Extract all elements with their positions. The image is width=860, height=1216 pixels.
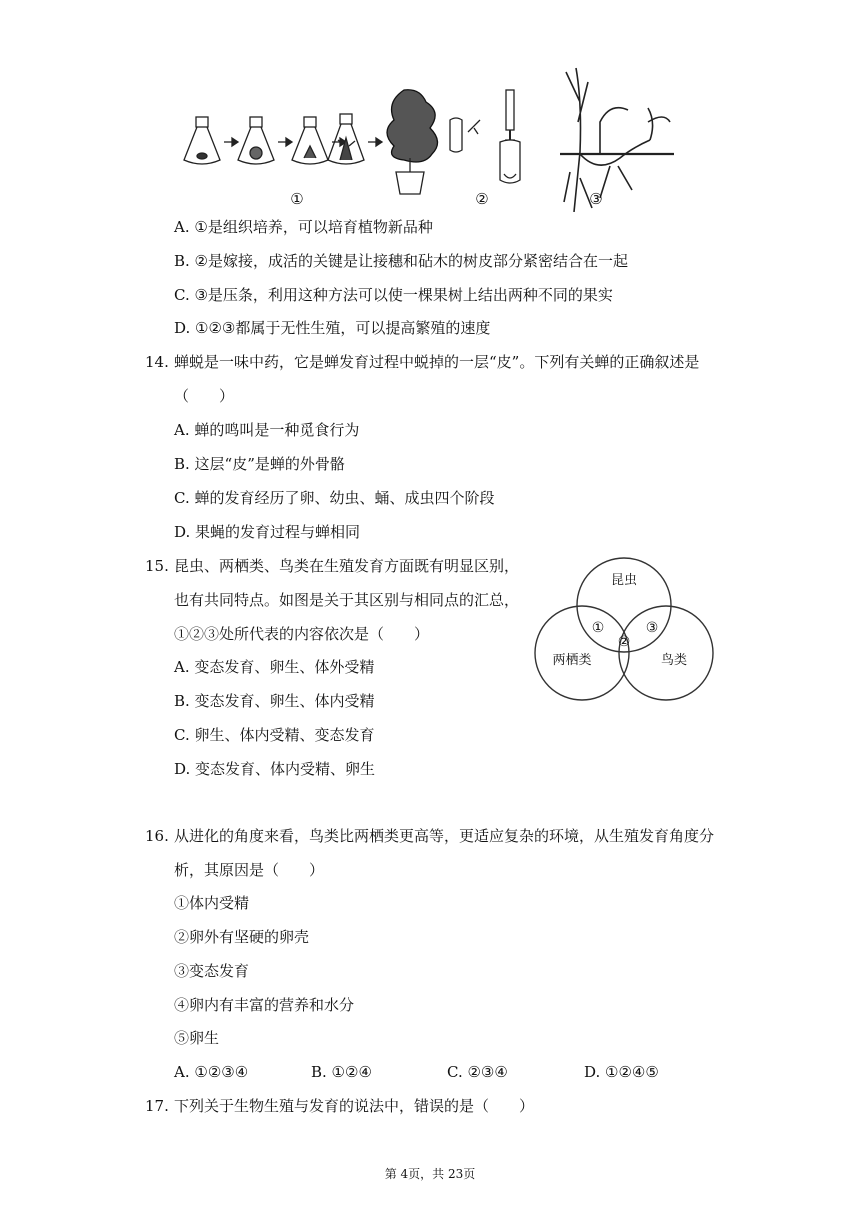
layering-illustration — [560, 68, 674, 212]
venn-mark-2: ② — [617, 634, 631, 650]
plant-reproduction-figure — [180, 62, 680, 212]
q13-option-b[interactable]: B. ②是嫁接，成活的关键是让接穗和砧木的树皮部分紧密结合在一起 — [174, 252, 629, 270]
q15-stem-line2: 也有共同特点。如图是关于其区别与相同点的汇总， — [174, 591, 520, 609]
q16-choice-b[interactable]: B. ①②④ — [311, 1063, 372, 1081]
figure-label-3: ③ — [589, 190, 603, 208]
q15-option-b[interactable]: B. 变态发育、卵生、体内受精 — [174, 692, 375, 710]
q17-number: 17. — [145, 1097, 169, 1115]
q14-number: 14. — [145, 353, 169, 371]
q15-stem-line1: 昆虫、两栖类、鸟类在生殖发育方面既有明显区别， — [174, 557, 520, 575]
q16-number: 16. — [145, 827, 169, 845]
q16-choice-a[interactable]: A. ①②③④ — [174, 1063, 249, 1081]
q16-item-3: ③变态发育 — [174, 962, 250, 980]
q15-stem-line3: ①②③处所代表的内容依次是（ ） — [174, 625, 430, 643]
q14-stem-line2: （ ） — [174, 387, 235, 405]
q16-choice-c[interactable]: C. ②③④ — [447, 1063, 508, 1081]
q14-option-d[interactable]: D. 果蝇的发育过程与蝉相同 — [174, 523, 361, 541]
q16-item-5: ⑤卵生 — [174, 1029, 220, 1047]
tissue-culture-illustration — [184, 90, 438, 194]
q15-option-c[interactable]: C. 卵生、体内受精、变态发育 — [174, 726, 375, 744]
q14-option-a[interactable]: A. 蝉的鸣叫是一种觅食行为 — [174, 421, 360, 439]
page-footer: 第 4页，共 23页 — [384, 1167, 476, 1181]
q13-option-c[interactable]: C. ③是压条，利用这种方法可以使一棵果树上结出两种不同的果实 — [174, 286, 613, 304]
q13-option-d[interactable]: D. ①②③都属于无性生殖，可以提高繁殖的速度 — [174, 319, 491, 337]
venn-mark-3: ③ — [645, 620, 659, 636]
q16-item-1: ①体内受精 — [174, 894, 250, 912]
q14-option-c[interactable]: C. 蝉的发育经历了卵、幼虫、蛹、成虫四个阶段 — [174, 489, 495, 507]
q15-option-a[interactable]: A. 变态发育、卵生、体外受精 — [174, 658, 375, 676]
venn-diagram — [532, 556, 718, 702]
venn-label-insects: 昆虫 — [610, 573, 638, 588]
q15-option-d[interactable]: D. 变态发育、体内受精、卵生 — [174, 760, 376, 778]
grafting-illustration — [450, 90, 520, 183]
figure-label-1: ① — [290, 190, 304, 208]
venn-mark-1: ① — [591, 620, 605, 636]
q13-option-a[interactable]: A. ①是组织培养，可以培育植物新品种 — [174, 218, 433, 236]
venn-label-amphibians: 两栖类 — [552, 653, 592, 668]
q17-stem: 下列关于生物生殖与发育的说法中，错误的是（ ） — [174, 1097, 535, 1115]
q16-stem-line1: 从进化的角度来看，鸟类比两栖类更高等，更适应复杂的环境，从生殖发育角度分 — [174, 827, 715, 845]
figure-label-2: ② — [475, 190, 489, 208]
q15-number: 15. — [145, 557, 169, 575]
q14-stem-line1: 蝉蜕是一味中药，它是蝉发育过程中蜕掉的一层“皮”。下列有关蝉的正确叙述是 — [174, 353, 700, 371]
q16-choice-d[interactable]: D. ①②④⑤ — [584, 1063, 659, 1081]
venn-label-birds: 鸟类 — [660, 653, 688, 668]
q14-option-b[interactable]: B. 这层“皮”是蝉的外骨骼 — [174, 455, 345, 473]
q16-item-4: ④卵内有丰富的营养和水分 — [174, 996, 355, 1014]
q16-stem-line2: 析，其原因是（ ） — [174, 861, 325, 879]
q16-item-2: ②卵外有坚硬的卵壳 — [174, 928, 310, 946]
